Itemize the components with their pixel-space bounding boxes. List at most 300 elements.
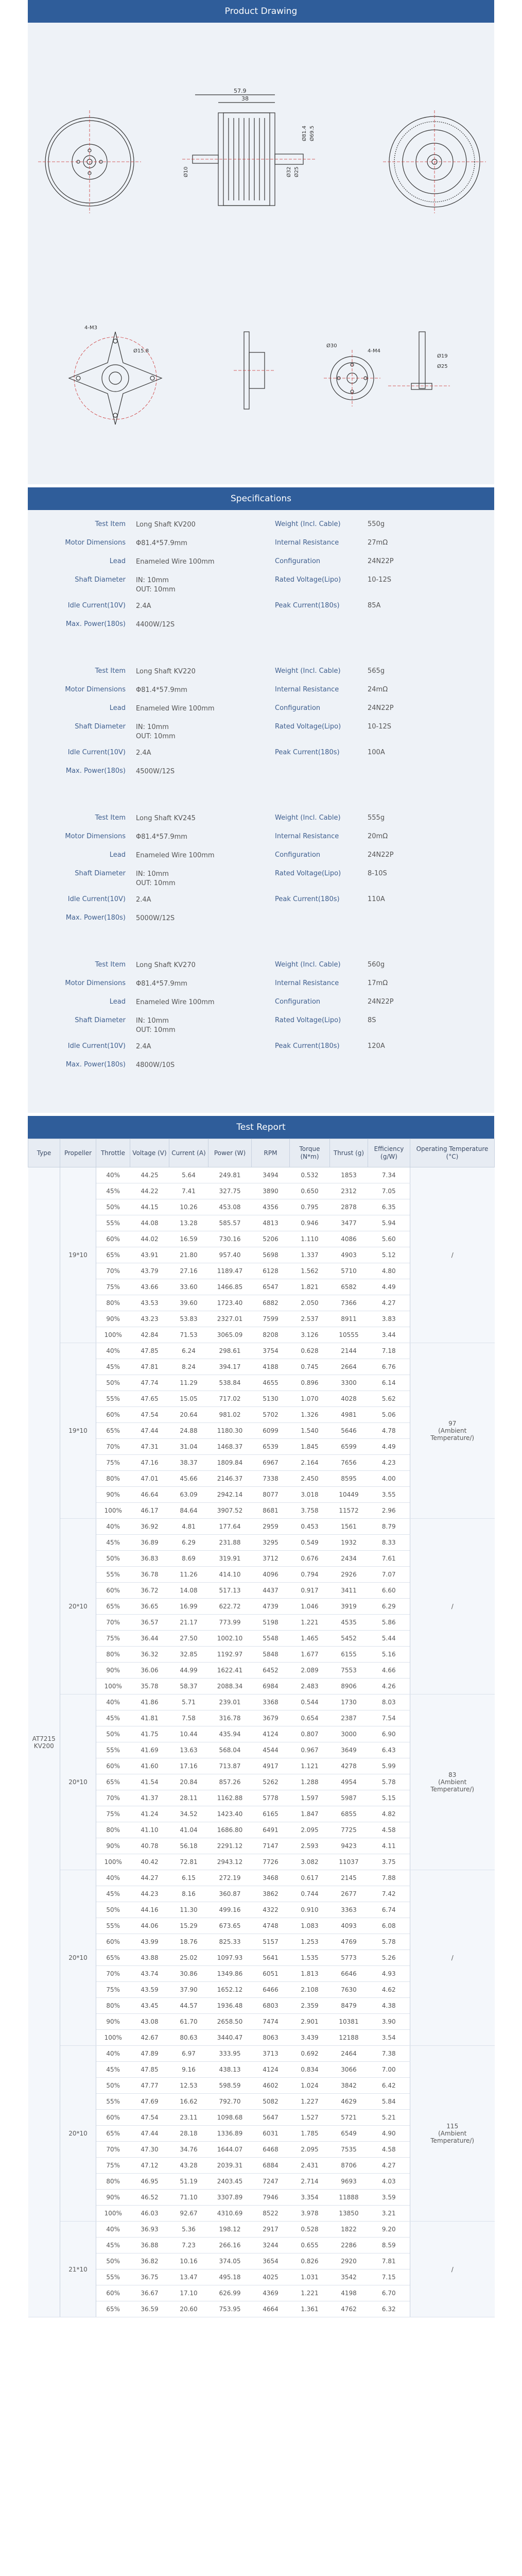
data-cell: 598.59 — [208, 2078, 252, 2094]
data-cell: 15.29 — [169, 1918, 208, 1934]
data-cell: 298.61 — [208, 1343, 252, 1359]
data-cell: 3712 — [252, 1551, 290, 1567]
data-cell: 1336.89 — [208, 2126, 252, 2142]
data-cell: 6.32 — [368, 2301, 410, 2317]
data-cell: 1.813 — [290, 1966, 330, 1982]
data-cell: 43.45 — [130, 1998, 169, 2014]
data-cell: 3.55 — [368, 1487, 410, 1503]
data-cell: 4093 — [330, 1918, 368, 1934]
data-cell: 2920 — [330, 2253, 368, 2269]
data-cell: 495.18 — [208, 2269, 252, 2285]
data-cell: 40% — [96, 1343, 130, 1359]
data-cell: 43.91 — [130, 1247, 169, 1263]
temperature-cell: / — [410, 1167, 495, 1343]
data-cell: 5.12 — [368, 1247, 410, 1263]
data-cell: 24.88 — [169, 1423, 208, 1439]
data-cell: 55% — [96, 1918, 130, 1934]
data-cell: 6855 — [330, 1806, 368, 1822]
data-cell: 773.99 — [208, 1615, 252, 1631]
data-cell: 21.17 — [169, 1615, 208, 1631]
data-cell: 538.84 — [208, 1375, 252, 1391]
data-cell: 41.04 — [169, 1822, 208, 1838]
data-cell: 1097.93 — [208, 1950, 252, 1966]
spec-value-idle_current: 2.4A — [136, 602, 151, 610]
data-cell: 4124 — [252, 2062, 290, 2078]
data-cell: 30.86 — [169, 1966, 208, 1982]
data-cell: 7725 — [330, 1822, 368, 1838]
data-cell: 1822 — [330, 2222, 368, 2238]
data-cell: 60% — [96, 1583, 130, 1599]
header-cell-7: Torque (N*m) — [290, 1139, 330, 1167]
data-cell: 1349.86 — [208, 1966, 252, 1982]
data-cell: 6.42 — [368, 2078, 410, 2094]
data-cell: 3368 — [252, 1694, 290, 1710]
spec-value-rated_voltage: 8S — [368, 1016, 376, 1024]
data-cell: 50% — [96, 2078, 130, 2094]
data-cell: 40% — [96, 2222, 130, 2238]
temperature-cell: / — [410, 2222, 495, 2317]
data-cell: 5.71 — [169, 1694, 208, 1710]
spec-label-lead: Lead — [109, 851, 126, 859]
data-cell: 33.60 — [169, 1279, 208, 1295]
data-cell: 2.095 — [290, 2142, 330, 2158]
data-cell: 1936.48 — [208, 1998, 252, 2014]
spec-value-internal_resistance: 20mΩ — [368, 833, 388, 840]
data-cell: 71.53 — [169, 1327, 208, 1343]
data-cell: 41.81 — [130, 1710, 169, 1726]
spec-value-idle_current: 2.4A — [136, 896, 151, 904]
data-cell: 6.70 — [368, 2285, 410, 2301]
spec-label-weight: Weight (Incl. Cable) — [275, 961, 341, 969]
data-cell: 3477 — [330, 1215, 368, 1231]
data-cell: 8063 — [252, 2030, 290, 2046]
spec-label-motor_dimensions: Motor Dimensions — [65, 686, 126, 693]
header-cell-5: Power (W) — [208, 1139, 252, 1167]
data-cell: 8911 — [330, 1311, 368, 1327]
data-cell: 0.528 — [290, 2222, 330, 2238]
data-cell: 36.92 — [130, 1519, 169, 1535]
data-cell: 4198 — [330, 2285, 368, 2301]
data-cell: 1644.07 — [208, 2142, 252, 2158]
data-cell: 2.050 — [290, 1295, 330, 1311]
test-report-header — [28, 1116, 494, 1139]
data-cell: 717.02 — [208, 1391, 252, 1407]
data-cell: 0.650 — [290, 1183, 330, 1199]
data-cell: 272.19 — [208, 1870, 252, 1886]
data-cell: 40.78 — [130, 1838, 169, 1854]
data-cell: 3679 — [252, 1710, 290, 1726]
dim-inner-diameter: Ø69.5 — [309, 125, 315, 141]
data-cell: 4278 — [330, 1758, 368, 1774]
data-cell: 44.27 — [130, 1870, 169, 1886]
data-cell: 28.18 — [169, 2126, 208, 2142]
data-cell: 730.16 — [208, 1231, 252, 1247]
data-cell: 2926 — [330, 1567, 368, 1583]
data-cell: 0.917 — [290, 1583, 330, 1599]
data-cell: 3.126 — [290, 1327, 330, 1343]
data-cell: 11.26 — [169, 1567, 208, 1583]
spec-value-internal_resistance: 17mΩ — [368, 979, 388, 987]
data-cell: 7.07 — [368, 1567, 410, 1583]
data-cell: 0.549 — [290, 1535, 330, 1551]
data-cell: 4437 — [252, 1583, 290, 1599]
data-cell: 65% — [96, 1247, 130, 1263]
data-cell: 75% — [96, 1279, 130, 1295]
data-cell: 3.439 — [290, 2030, 330, 2046]
data-cell: 6.60 — [368, 1583, 410, 1599]
data-cell: 6.24 — [169, 1343, 208, 1359]
data-cell: 4.58 — [368, 2142, 410, 2158]
data-cell: 3.21 — [368, 2206, 410, 2222]
data-cell: 374.05 — [208, 2253, 252, 2269]
data-cell: 27.16 — [169, 1263, 208, 1279]
data-cell: 41.54 — [130, 1774, 169, 1790]
data-cell: 3295 — [252, 1535, 290, 1551]
data-cell: 4769 — [330, 1934, 368, 1950]
data-cell: 5778 — [252, 1790, 290, 1806]
data-cell: 5.15 — [368, 1790, 410, 1806]
data-cell: 28.11 — [169, 1790, 208, 1806]
data-cell: 1.845 — [290, 1439, 330, 1455]
data-cell: 90% — [96, 2014, 130, 2030]
data-cell: 4.80 — [368, 1263, 410, 1279]
data-cell: 10.16 — [169, 2253, 208, 2269]
data-cell: 360.87 — [208, 1886, 252, 1902]
data-cell: 5646 — [330, 1423, 368, 1439]
data-cell: 65% — [96, 1423, 130, 1439]
data-cell: 11.30 — [169, 1902, 208, 1918]
spec-label-test_item: Test Item — [95, 667, 126, 675]
spec-label-configuration: Configuration — [275, 704, 321, 712]
data-cell: 1652.12 — [208, 1982, 252, 1998]
spec-label-motor_dimensions: Motor Dimensions — [65, 539, 126, 547]
data-cell: 0.946 — [290, 1215, 330, 1231]
data-cell: 2.108 — [290, 1982, 330, 1998]
data-cell: 2312 — [330, 1183, 368, 1199]
spec-label-rated_voltage: Rated Voltage(Lipo) — [275, 1016, 341, 1024]
data-cell: 6.15 — [169, 1870, 208, 1886]
data-cell: 40% — [96, 1870, 130, 1886]
data-cell: 3654 — [252, 2253, 290, 2269]
data-cell: 41.10 — [130, 1822, 169, 1838]
data-cell: 2.095 — [290, 1822, 330, 1838]
data-cell: 47.54 — [130, 2110, 169, 2126]
data-cell: 8.59 — [368, 2238, 410, 2253]
data-cell: 568.04 — [208, 1742, 252, 1758]
spec-label-internal_resistance: Internal Resistance — [275, 686, 339, 693]
data-cell: 4188 — [252, 1359, 290, 1375]
data-cell: 2.537 — [290, 1311, 330, 1327]
data-cell: 0.826 — [290, 2253, 330, 2269]
specifications-area — [28, 510, 494, 1113]
data-cell: 40% — [96, 1694, 130, 1710]
data-cell: 45% — [96, 1183, 130, 1199]
data-cell: 7656 — [330, 1455, 368, 1471]
data-cell: 7553 — [330, 1663, 368, 1679]
data-cell: 2959 — [252, 1519, 290, 1535]
data-cell: 3.59 — [368, 2190, 410, 2206]
data-cell: 2664 — [330, 1359, 368, 1375]
data-cell: 44.25 — [130, 1167, 169, 1183]
data-cell: 4124 — [252, 1726, 290, 1742]
data-cell: 5.78 — [368, 1774, 410, 1790]
data-cell: 1.227 — [290, 2094, 330, 2110]
data-cell: 20.64 — [169, 1407, 208, 1423]
data-cell: 55% — [96, 1742, 130, 1758]
data-cell: 6468 — [252, 2142, 290, 2158]
data-cell: 2.089 — [290, 1663, 330, 1679]
data-cell: 36.59 — [130, 2301, 169, 2317]
data-cell: 6.90 — [368, 1726, 410, 1742]
data-cell: 0.544 — [290, 1694, 330, 1710]
table-row — [28, 1343, 495, 1359]
table-row — [28, 1694, 495, 1710]
data-cell: 7946 — [252, 2190, 290, 2206]
data-cell: 4.38 — [368, 1998, 410, 2014]
spec-label-idle_current: Idle Current(10V) — [67, 895, 126, 903]
specifications-header — [28, 487, 494, 510]
data-cell: 7.42 — [368, 1886, 410, 1902]
data-cell: 981.02 — [208, 1407, 252, 1423]
data-cell: 46.95 — [130, 2174, 169, 2190]
data-cell: 56.18 — [169, 1838, 208, 1854]
data-cell: 3713 — [252, 2046, 290, 2062]
data-cell: 5452 — [330, 1631, 368, 1647]
data-cell: 5.94 — [368, 1215, 410, 1231]
data-cell: 5.84 — [368, 2094, 410, 2110]
data-cell: 5.60 — [368, 1231, 410, 1247]
data-cell: 1.024 — [290, 2078, 330, 2094]
data-cell: 92.67 — [169, 2206, 208, 2222]
header-cell-4: Current (A) — [169, 1139, 208, 1167]
data-cell: 2291.12 — [208, 1838, 252, 1854]
data-cell: 414.10 — [208, 1567, 252, 1583]
spec-block-0 — [28, 520, 494, 667]
data-cell: 0.453 — [290, 1519, 330, 1535]
data-cell: 75% — [96, 1806, 130, 1822]
data-cell: 4813 — [252, 1215, 290, 1231]
data-cell: 1809.84 — [208, 1455, 252, 1471]
data-cell: 2.96 — [368, 1503, 410, 1519]
spec-label-idle_current: Idle Current(10V) — [67, 602, 126, 609]
data-cell: 36.75 — [130, 2269, 169, 2285]
data-cell: 75% — [96, 1982, 130, 1998]
data-cell: 4.78 — [368, 1423, 410, 1439]
data-cell: 319.91 — [208, 1551, 252, 1567]
data-cell: 4748 — [252, 1918, 290, 1934]
data-cell: 44.22 — [130, 1183, 169, 1199]
data-cell: 6099 — [252, 1423, 290, 1439]
data-cell: 80% — [96, 1471, 130, 1487]
data-cell: 3862 — [252, 1886, 290, 1902]
data-cell: 71.10 — [169, 2190, 208, 2206]
data-cell: 36.83 — [130, 1551, 169, 1567]
propeller-cell: 19*10 — [60, 1167, 96, 1343]
data-cell: 4.81 — [169, 1519, 208, 1535]
data-cell: 6.29 — [368, 1599, 410, 1615]
data-cell: 0.967 — [290, 1742, 330, 1758]
data-cell: 4629 — [330, 2094, 368, 2110]
data-cell: 673.65 — [208, 1918, 252, 1934]
spec-value-weight: 550g — [368, 520, 385, 528]
data-cell: 0.676 — [290, 1551, 330, 1567]
dim-length-total: 57.9 — [234, 88, 247, 94]
spec-value-test_item: Long Shaft KV245 — [136, 815, 196, 822]
data-cell: 47.01 — [130, 1471, 169, 1487]
data-cell: 4356 — [252, 1199, 290, 1215]
motor-technical-drawing — [28, 23, 494, 484]
spec-label-max_power: Max. Power(180s) — [65, 914, 126, 922]
data-cell: 84.64 — [169, 1503, 208, 1519]
data-cell: 4025 — [252, 2269, 290, 2285]
data-cell: 16.99 — [169, 1599, 208, 1615]
propeller-cell: 20*10 — [60, 1870, 96, 2046]
data-cell: 65% — [96, 1774, 130, 1790]
spec-value-idle_current: 2.4A — [136, 1043, 151, 1050]
data-cell: 1.465 — [290, 1631, 330, 1647]
spec-value-lead: Enameled Wire 100mm — [136, 558, 215, 566]
data-cell: 585.57 — [208, 1215, 252, 1231]
data-cell: 47.69 — [130, 2094, 169, 2110]
data-cell: 47.44 — [130, 1423, 169, 1439]
data-cell: 2942.14 — [208, 1487, 252, 1503]
data-cell: 12.53 — [169, 2078, 208, 2094]
data-cell: 60% — [96, 1934, 130, 1950]
data-cell: 1686.80 — [208, 1822, 252, 1838]
data-cell: 4535 — [330, 1615, 368, 1631]
data-cell: 3300 — [330, 1375, 368, 1391]
data-cell: 65% — [96, 1950, 130, 1966]
data-cell: 1.083 — [290, 1918, 330, 1934]
data-cell: 47.85 — [130, 2062, 169, 2078]
data-cell: 5641 — [252, 1950, 290, 1966]
data-cell: 2.901 — [290, 2014, 330, 2030]
data-cell: 4322 — [252, 1902, 290, 1918]
data-cell: 8681 — [252, 1503, 290, 1519]
data-cell: 4762 — [330, 2301, 368, 2317]
data-cell: 100% — [96, 1327, 130, 1343]
data-cell: 36.65 — [130, 1599, 169, 1615]
propeller-cell: 20*10 — [60, 1694, 96, 1870]
data-cell: 2088.34 — [208, 1679, 252, 1694]
data-cell: 3890 — [252, 1183, 290, 1199]
spec-value-test_item: Long Shaft KV200 — [136, 521, 196, 529]
data-cell: 36.88 — [130, 2238, 169, 2253]
data-cell: 7.41 — [169, 1183, 208, 1199]
data-cell: 100% — [96, 1854, 130, 1870]
data-cell: 16.59 — [169, 1231, 208, 1247]
spec-value-motor_dimensions: Φ81.4*57.9mm — [136, 980, 187, 988]
data-cell: 1.677 — [290, 1647, 330, 1663]
data-cell: 45% — [96, 1535, 130, 1551]
data-cell: 6539 — [252, 1439, 290, 1455]
data-cell: 36.57 — [130, 1615, 169, 1631]
data-cell: 4664 — [252, 2301, 290, 2317]
data-cell: 46.03 — [130, 2206, 169, 2222]
data-cell: 6.97 — [169, 2046, 208, 2062]
data-cell: 47.81 — [130, 1359, 169, 1375]
data-cell: 65% — [96, 1599, 130, 1615]
data-cell: 9.16 — [169, 2062, 208, 2078]
data-cell: 53.83 — [169, 1311, 208, 1327]
data-cell: 3.90 — [368, 2014, 410, 2030]
data-cell: 792.70 — [208, 2094, 252, 2110]
spec-value-max_power: 4400W/12S — [136, 621, 175, 629]
spec-value-configuration: 24N22P — [368, 557, 394, 565]
data-cell: 499.16 — [208, 1902, 252, 1918]
data-cell: 517.13 — [208, 1583, 252, 1599]
data-cell: 2145 — [330, 1870, 368, 1886]
data-cell: 36.93 — [130, 2222, 169, 2238]
data-cell: 2943.12 — [208, 1854, 252, 1870]
data-cell: 63.09 — [169, 1487, 208, 1503]
data-cell: 2878 — [330, 1199, 368, 1215]
dim-base-holes: 4-M4 — [368, 348, 380, 354]
test-report-table — [28, 1139, 495, 2317]
spec-label-max_power: Max. Power(180s) — [65, 1061, 126, 1069]
data-cell: 20.84 — [169, 1774, 208, 1790]
spec-block-3 — [28, 961, 494, 1108]
data-cell: 3907.52 — [208, 1503, 252, 1519]
data-cell: 21.80 — [169, 1247, 208, 1263]
spec-label-weight: Weight (Incl. Cable) — [275, 667, 341, 675]
data-cell: 3.44 — [368, 1327, 410, 1343]
data-cell: 2146.37 — [208, 1471, 252, 1487]
data-cell: 5082 — [252, 2094, 290, 2110]
data-cell: 40% — [96, 1167, 130, 1183]
data-cell: 36.67 — [130, 2285, 169, 2301]
data-cell: 6155 — [330, 1647, 368, 1663]
data-cell: 80% — [96, 1998, 130, 2014]
spec-label-motor_dimensions: Motor Dimensions — [65, 833, 126, 840]
spec-value-weight: 565g — [368, 667, 385, 675]
data-cell: 42.67 — [130, 2030, 169, 2046]
data-cell: 55% — [96, 1567, 130, 1583]
data-cell: 44.02 — [130, 1231, 169, 1247]
data-cell: 70% — [96, 1790, 130, 1806]
spec-label-weight: Weight (Incl. Cable) — [275, 520, 341, 528]
data-cell: 0.896 — [290, 1375, 330, 1391]
data-cell: 7599 — [252, 1311, 290, 1327]
data-cell: 50% — [96, 1375, 130, 1391]
data-cell: 45% — [96, 1359, 130, 1375]
data-cell: 6967 — [252, 1455, 290, 1471]
dim-length-body: 38 — [241, 95, 249, 102]
product-drawing-header — [28, 0, 494, 23]
spec-label-max_power: Max. Power(180s) — [65, 620, 126, 628]
data-cell: 1.046 — [290, 1599, 330, 1615]
spec-label-lead: Lead — [109, 704, 126, 712]
data-cell: 3066 — [330, 2062, 368, 2078]
data-cell: 1932 — [330, 1535, 368, 1551]
spec-value-rated_voltage: 10-12S — [368, 723, 392, 731]
data-cell: 1180.30 — [208, 1423, 252, 1439]
data-cell: 5.64 — [169, 1167, 208, 1183]
data-cell: 8706 — [330, 2158, 368, 2174]
data-cell: 46.64 — [130, 1487, 169, 1503]
propeller-cell: 21*10 — [60, 2222, 96, 2317]
data-cell: 17.10 — [169, 2285, 208, 2301]
spec-value-configuration: 24N22P — [368, 704, 394, 712]
data-cell: 34.76 — [169, 2142, 208, 2158]
data-cell: 626.99 — [208, 2285, 252, 2301]
data-cell: 1.562 — [290, 1263, 330, 1279]
spec-label-lead: Lead — [109, 998, 126, 1006]
data-cell: 5.36 — [169, 2222, 208, 2238]
data-cell: 75% — [96, 1455, 130, 1471]
data-cell: 80% — [96, 1822, 130, 1838]
data-cell: 12188 — [330, 2030, 368, 2046]
